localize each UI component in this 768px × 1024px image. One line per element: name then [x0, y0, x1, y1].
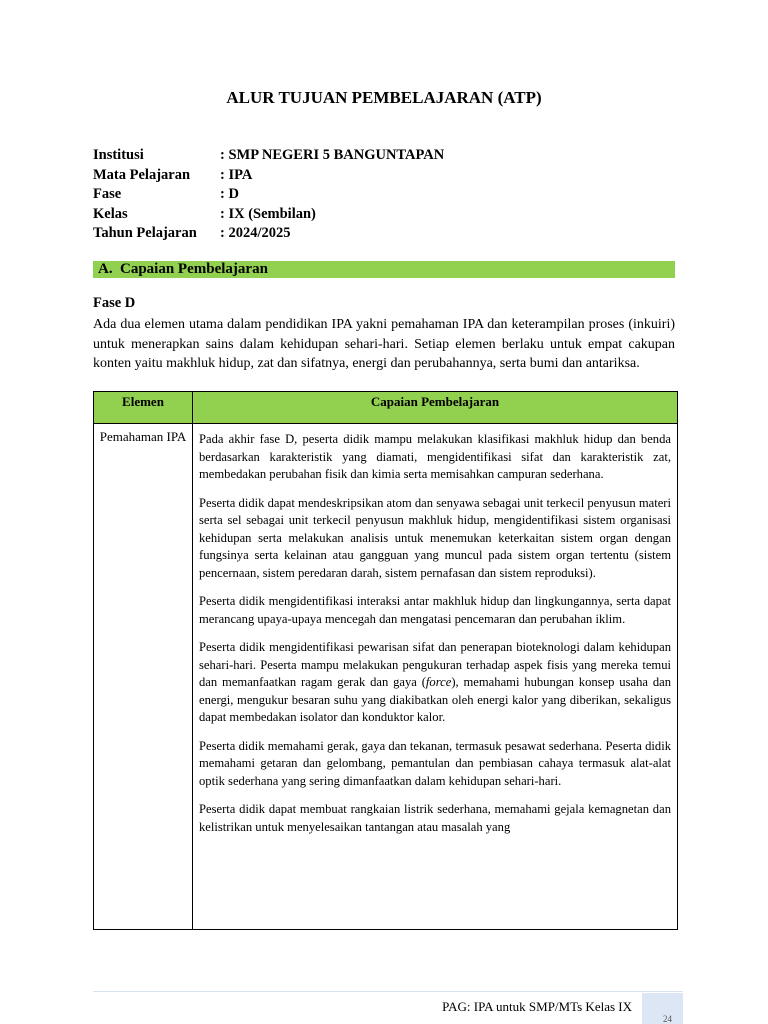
identity-block	[93, 146, 444, 244]
capaian-paragraph: Pada akhir fase D, peserta didik mampu melakukan klasifikasi makhluk hidup dan benda berdasarkan karakteristik yang diamati, mengidentifikasi sifat dan karakteristik zat, membedakan perubahan fisik dan kimia serta memisahkan campuran sederhana.	[199, 432, 671, 481]
capaian-paragraph: Peserta didik mengidentifikasi interaksi antar makhluk hidup dan lingkungannya, serta dapat merancang upaya-upaya mencegah dan mengatasi pencemaran dan perubahan iklim.	[199, 594, 671, 626]
header-elemen: Elemen	[94, 392, 193, 424]
capaian-paragraph: Peserta didik dapat membuat rangkaian listrik sederhana, memahami gejala kemagnetan dan kelistrikan untuk menyelesaikan tantangan atau masalah yang	[199, 802, 671, 834]
capaian-table	[93, 391, 678, 930]
capaian-paragraph: Peserta didik dapat mendeskripsikan atom dan senyawa sebagai unit terkecil penyusun materi serta sel sebagai unit terkecil penyusun makhluk hidup, mengidentifikasi sistem organisasi kehidupan serta melakukan analisis untuk menemukan keterkaitan sistem organ dengan fungsinya serta kelainan atau gangguan yang muncul pada sistem organ tertentu (sistem pencernaan, sistem peredaran darah, sistem pernafasan dan sistem reproduksi).	[199, 495, 671, 580]
footer-text: PAG: IPA untuk SMP/MTs Kelas IX	[442, 999, 632, 1014]
info-row-tahun-pelajaran	[93, 224, 444, 244]
info-row-kelas	[93, 205, 444, 225]
info-label: Kelas	[93, 205, 128, 222]
info-row-mata-pelajaran	[93, 166, 444, 186]
footer-divider	[93, 991, 683, 992]
info-label: Mata Pelajaran	[93, 166, 191, 183]
info-value: : SMP NEGERI 5 BANGUNTAPAN	[220, 147, 445, 163]
info-value: : IX (Sembilan)	[220, 205, 316, 222]
info-label: Tahun Pelajaran	[93, 225, 197, 241]
document-title: ALUR TUJUAN PEMBELAJARAN (ATP)	[226, 88, 542, 107]
info-label: Institusi	[93, 147, 144, 163]
info-row-fase	[93, 185, 444, 205]
section-title: Capaian Pembelajaran	[120, 261, 268, 277]
table-header-row	[94, 392, 678, 424]
info-label: Fase	[93, 186, 122, 202]
element-cell: Pemahaman IPA	[94, 424, 193, 930]
intro-paragraph: Ada dua elemen utama dalam pendidikan IPA yakni pemahaman IPA dan keterampilan proses (inkuiri) untuk menerapkan sains dalam kehidupan sehari-hari. Setiap elemen berlaku untuk empat cakupan konten yaitu makhluk hidup, zat dan sifatnya, energi dan perubahannya, serta bumi dan antariksa.	[93, 317, 675, 371]
capaian-cell	[193, 424, 678, 930]
section-number: A.	[98, 261, 113, 277]
page-number-box	[642, 993, 683, 1024]
info-row-institusi	[93, 146, 444, 166]
page-number: 24	[663, 1014, 672, 1024]
info-value: : IPA	[220, 166, 253, 183]
table-row	[94, 424, 678, 930]
capaian-paragraph: Peserta didik mengidentifikasi pewarisan sifat dan penerapan bioteknologi dalam kehidupan sehari-hari. Peserta mampu melakukan pengukuran terhadap aspek fisis yang mereka temui dan memanfaatkan ragam gerak dan gaya (force), memahami hubungan konsep usaha dan energi, mengukur besaran suhu yang diakibatkan oleh energi kalor yang diberikan, sekaligus dapat membedakan isolator dan konduktor kalor.	[199, 640, 671, 724]
info-value: : D	[220, 186, 239, 202]
info-value: : 2024/2025	[220, 225, 291, 241]
section-heading	[93, 261, 675, 278]
header-capaian: Capaian Pembelajaran	[193, 392, 678, 424]
capaian-paragraph: Peserta didik memahami gerak, gaya dan tekanan, termasuk pesawat sederhana. Peserta didik memahami getaran dan gelombang, pemantulan dan pembiasan cahaya termasuk alat-alat optik sederhana yang sering dimanfaatkan dalam kehidupan sehari-hari.	[199, 738, 671, 788]
fase-heading: Fase D	[93, 295, 136, 311]
